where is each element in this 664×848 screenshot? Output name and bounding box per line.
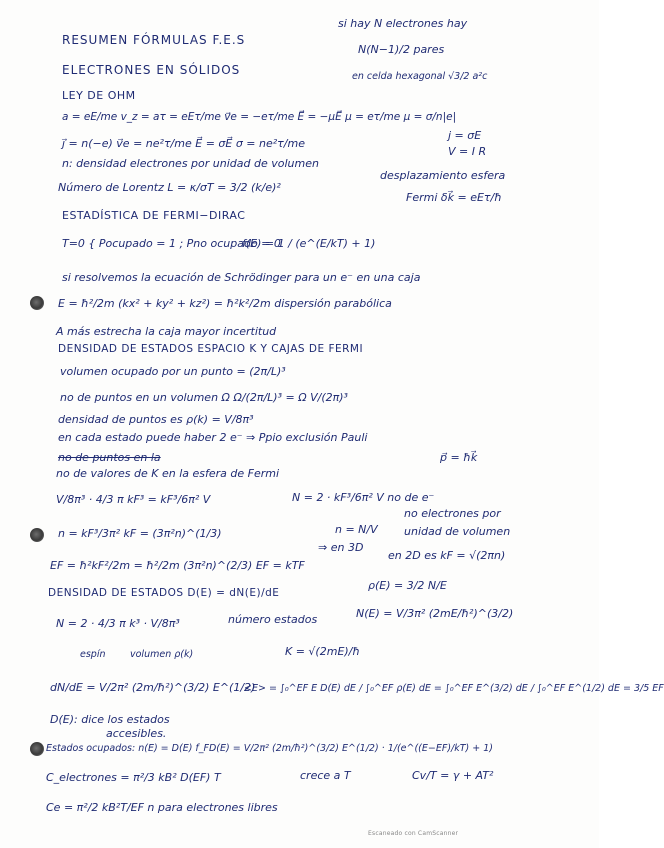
subheading-ley-ohm: LEY DE OHM: [62, 89, 136, 102]
ohm-equation-1: a = eE/me v_z = aτ = eEτ/me v⃗e = −eτ/me E⃗ = −μE⃗ μ = eτ/me μ = σ/n|e|: [62, 111, 457, 123]
puntos-en-volumen: no de puntos en un volumen Ω Ω/(2π/L)³ = Ω V/(2π)³: [60, 391, 348, 404]
en-2d-relation: en 2D es kF = √(2πn): [388, 549, 506, 562]
espin-label: espín: [80, 649, 106, 660]
de-description-line1: D(E): dice los estados: [50, 713, 170, 726]
note-pairs-line2: N(N−1)/2 pares: [358, 43, 445, 56]
t0-occupation-cases: T=0 { Pocupado = 1 ; Pno ocupado = 0: [62, 237, 281, 250]
section-heading-electrones: ELECTRONES EN SÓLIDOS: [62, 63, 241, 77]
lorentz-number: Número de Lorentz L = κ/σT = 3/2 (k/e)²: [58, 181, 281, 194]
struck-out-text: no de puntos en la: [58, 451, 161, 464]
valores-k-esfera: no de valores de K en la esfera de Fermi: [56, 467, 280, 480]
n-per-volume: n = N/V: [335, 523, 378, 536]
k-of-e: K = √(2mE)/ħ: [285, 645, 361, 658]
punch-hole: [30, 528, 44, 542]
definition-n: n: densidad electrones por unidad de volumen: [62, 157, 319, 170]
en-3d-label: ⇒ en 3D: [318, 541, 364, 554]
mean-energy-eq: <E> = ∫₀^EF E D(E) dE / ∫₀^EF ρ(E) dE = ∫₀^EF E^(3/2) dE / ∫₀^EF E^(1/2) dE = 3/5 EF: [244, 683, 664, 694]
page-title: RESUMEN FÓRMULAS F.E.S: [62, 33, 246, 47]
ce-free-electrons-eq: Ce = π²/2 kB²T/EF n para electrones libres: [46, 801, 278, 814]
cv-over-t-eq: Cv/T = γ + AT²: [412, 769, 494, 782]
caja-mayor-note: A más estrecha la caja mayor incertitud: [56, 325, 277, 338]
n-kf-relation: n = kF³/3π² kF = (3π²n)^(1/3): [58, 527, 222, 540]
volumen-ocupado-punto: volumen ocupado por un punto = (2π/L)³: [60, 365, 286, 378]
n-total-eq: N = 2 · kF³/6π² V no de e⁻: [292, 491, 435, 504]
fermi-energy-eq: EF = ħ²kF²/2m = ħ²/2m (3π²n)^(2/3) EF = kTF: [50, 559, 305, 572]
rho-e-relation: ρ(E) = 3/2 N/E: [368, 579, 447, 592]
heading-fermi-dirac: ESTADÍSTICA DE FERMI−DIRAC: [62, 209, 246, 222]
estados-ocupados-eq: Estados ocupados: n(E) = D(E) f_FD(E) = V/2π² (2m/ħ²)^(3/2) E^(1/2) · 1/(e^((E−EF)/kT) + 1): [46, 743, 493, 754]
ohm-equation-3: j = σE: [448, 129, 482, 142]
dn-de-eq: dN/dE = V/2π² (2m/ħ²)^(3/2) E^(1/2): [50, 681, 256, 694]
c-electrones-eq: C_electrones = π²/3 kB² D(EF) T: [46, 771, 221, 784]
scanner-watermark: Escaneado con CamScanner: [368, 830, 459, 837]
numero-estados-label: número estados: [228, 613, 318, 626]
esfera-volume-eq: V/8π³ · 4/3 π kF³ = kF³/6π² V: [56, 493, 211, 506]
punch-hole: [30, 742, 44, 756]
desplazamiento-line1: desplazamiento esfera: [380, 169, 506, 182]
heading-densidad-espacio-k: DENSIDAD DE ESTADOS ESPACIO K Y CAJAS DE FERMI: [58, 343, 364, 355]
momentum-relation: p⃗ = ħk⃗: [440, 451, 478, 464]
no-electrones-line1: no electrones por: [404, 507, 501, 520]
fermi-dirac-function: f(E) = 1 / (e^(E/kT) + 1): [242, 237, 376, 250]
pauli-exclusion: en cada estado puede haber 2 e⁻ ⇒ Ppio exclusión Pauli: [58, 431, 368, 444]
de-description-line2: accesibles.: [106, 727, 167, 740]
volumen-label: volumen ρ(k): [130, 649, 194, 660]
energy-dispersion: E = ħ²/2m (kx² + ky² + kz²) = ħ²k²/2m dispersión parabólica: [58, 297, 392, 310]
n-e-eq: N(E) = V/3π² (2mE/ħ²)^(3/2): [356, 607, 514, 620]
densidad-puntos: densidad de puntos es ρ(k) = V/8π³: [58, 413, 254, 426]
ohm-equation-2: j⃗ = n(−e) v⃗e = ne²τ/me E⃗ = σE⃗ σ = ne²τ/me: [62, 137, 305, 150]
no-electrones-line2: unidad de volumen: [404, 525, 511, 538]
note-hexagonal: en celda hexagonal √3/2 a²c: [352, 71, 488, 82]
note-pairs-line1: si hay N electrones hay: [338, 17, 468, 30]
crece-t-note: crece a T: [300, 769, 351, 782]
n-integral-eq: N = 2 · 4/3 π k³ · V/8π³: [56, 617, 180, 630]
heading-densidad-estados: DENSIDAD DE ESTADOS D(E) = dN(E)/dE: [48, 587, 280, 599]
schrodinger-note: si resolvemos la ecuación de Schrödinger para un e⁻ en una caja: [62, 271, 421, 284]
punch-hole: [30, 296, 44, 310]
desplazamiento-line2: Fermi δk⃗ = eEτ/ħ: [406, 191, 502, 204]
ohm-equation-4: V = I R: [448, 145, 487, 158]
